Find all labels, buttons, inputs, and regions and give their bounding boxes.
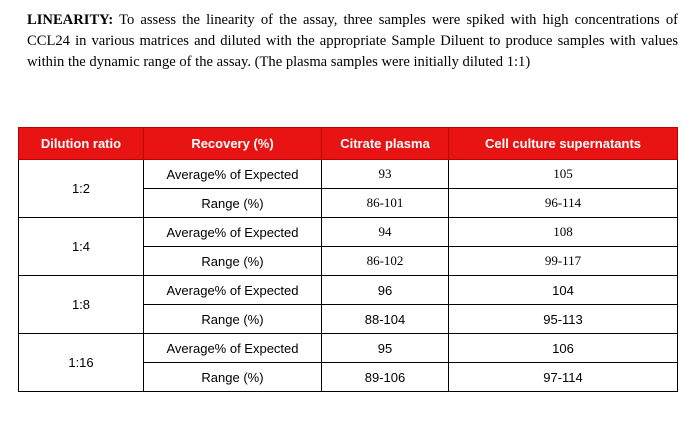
cell-culture-value-cell: 108	[449, 218, 678, 247]
recovery-label-cell: Average% of Expected	[144, 276, 322, 305]
table-row	[19, 276, 678, 305]
citrate-value-cell: 86-102	[322, 247, 449, 276]
citrate-value-cell: 93	[322, 160, 449, 189]
citrate-value-cell: 89-106	[322, 363, 449, 392]
recovery-label-cell: Range (%)	[144, 247, 322, 276]
recovery-label-cell: Average% of Expected	[144, 334, 322, 363]
citrate-value-cell: 94	[322, 218, 449, 247]
dilution-cell: 1:2	[19, 160, 144, 218]
cell-culture-value-cell: 95-113	[449, 305, 678, 334]
linearity-table	[18, 127, 678, 392]
dilution-cell: 1:4	[19, 218, 144, 276]
dilution-cell: 1:8	[19, 276, 144, 334]
header-cell-culture: Cell culture supernatants	[449, 128, 678, 160]
header-recovery: Recovery (%)	[144, 128, 322, 160]
table-header-row	[19, 128, 678, 160]
dilution-cell: 1:16	[19, 334, 144, 392]
table-row	[19, 160, 678, 189]
table-row	[19, 218, 678, 247]
linearity-text: To assess the linearity of the assay, three samples were spiked with high concentrations of CCL24 in various matrices and diluted with the appropriate Sample Diluent to produce samples with values within the dynamic range of the assay. (The plasma samples were initially diluted 1:1)	[27, 12, 678, 70]
cell-culture-value-cell: 99-117	[449, 247, 678, 276]
linearity-heading: LINEARITY:	[27, 12, 114, 28]
citrate-value-cell: 88-104	[322, 305, 449, 334]
citrate-value-cell: 95	[322, 334, 449, 363]
recovery-label-cell: Average% of Expected	[144, 218, 322, 247]
cell-culture-value-cell: 105	[449, 160, 678, 189]
recovery-label-cell: Range (%)	[144, 189, 322, 218]
header-citrate-plasma: Citrate plasma	[322, 128, 449, 160]
citrate-value-cell: 96	[322, 276, 449, 305]
cell-culture-value-cell: 96-114	[449, 189, 678, 218]
cell-culture-value-cell: 104	[449, 276, 678, 305]
linearity-paragraph	[27, 10, 678, 73]
citrate-value-cell: 86-101	[322, 189, 449, 218]
recovery-label-cell: Average% of Expected	[144, 160, 322, 189]
table-row	[19, 334, 678, 363]
recovery-label-cell: Range (%)	[144, 305, 322, 334]
cell-culture-value-cell: 106	[449, 334, 678, 363]
recovery-label-cell: Range (%)	[144, 363, 322, 392]
cell-culture-value-cell: 97-114	[449, 363, 678, 392]
header-dilution-ratio: Dilution ratio	[19, 128, 144, 160]
